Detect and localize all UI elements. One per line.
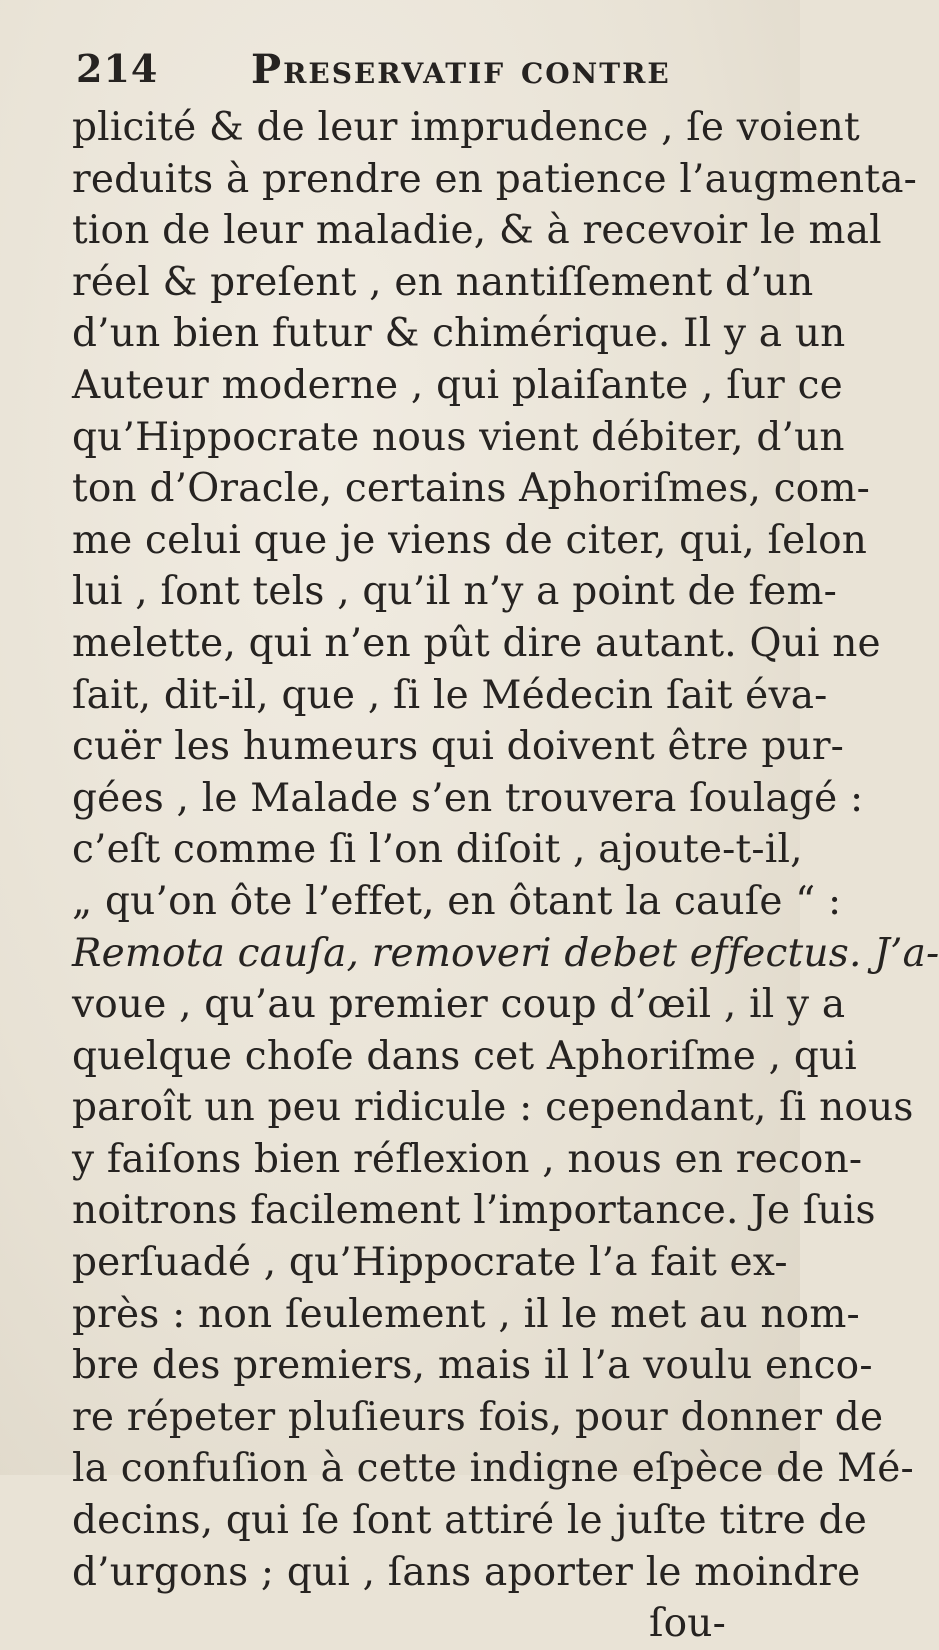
text-line: reduits à prendre en patience l’augmenta- — [72, 156, 918, 202]
catchword-line: ſou- — [648, 1601, 726, 1647]
text-line: plicité & de leur imprudence , ſe voient — [72, 105, 860, 150]
text-line: „ qu’on ôte l’effet, en ôtant la cauſe “ : — [72, 878, 842, 924]
page-number: 214 — [76, 46, 159, 91]
text-line: perſuadé , qu’Hippocrate l’a fait ex- — [72, 1240, 788, 1286]
running-head: Preservatif contre — [251, 46, 671, 93]
text-line: d’un bien futur & chimérique. Il y a un — [72, 311, 846, 357]
page-header — [76, 38, 726, 98]
text-line: decins, qui ſe ſont attiré le juſte titre de — [72, 1498, 867, 1544]
text-line: ton d’Oracle, certains Aphoriſmes, com- — [72, 466, 871, 512]
text-line: quelque choſe dans cet Aphoriſme , qui — [72, 1033, 857, 1079]
text-line: me celui que je viens de citer, qui, ſelon — [72, 517, 868, 563]
text-line: ſait, dit-il, que , ſi le Médecin ſait éva- — [72, 672, 828, 718]
text-line: voue , qu’au premier coup d’œil , il y a — [72, 982, 846, 1028]
text-line: d’urgons ; qui , ſans aporter le moindre — [72, 1549, 861, 1595]
text-line: y faiſons bien réflexion , nous en recon- — [72, 1136, 863, 1182]
text-line: melette, qui n’en pût dire autant. Qui ne — [72, 620, 881, 666]
text-line: cuër les humeurs qui doivent être pur- — [72, 724, 845, 770]
text-line: c’eſt comme ſi l’on diſoit , ajoute-t-il, — [72, 827, 803, 873]
text-line: paroît un peu ridicule : cependant, ſi nous — [72, 1085, 914, 1131]
text-line: noitrons facilement l’importance. Je ſuis — [72, 1188, 876, 1234]
text-line: lui , ſont tels , qu’il n’y a point de fem- — [72, 569, 838, 615]
text-line: re répeter pluſieurs fois, pour donner de — [72, 1394, 884, 1440]
text-line: bre des premiers, mais il l’a voulu enco- — [72, 1343, 873, 1389]
text-line: Auteur moderne , qui plaiſante , ſur ce — [72, 362, 843, 408]
text-line: la confuſion à cette indigne eſpèce de Mé- — [72, 1446, 914, 1492]
text-line: près : non ſeulement , il le met au nom- — [72, 1291, 860, 1337]
text-line: gées , le Malade s’en trouvera ſoulagé : — [72, 775, 864, 821]
body-text — [72, 102, 939, 1650]
text-line: réel & preſent , en nantiſſement d’un — [72, 259, 814, 305]
text-line: qu’Hippocrate nous vient débiter, d’un — [72, 414, 845, 460]
text-line: tion de leur maladie, & à recevoir le mal — [72, 208, 882, 254]
latin-quotation-line: Remota cauſa, removeri debet effectus. J’a- — [72, 930, 939, 976]
